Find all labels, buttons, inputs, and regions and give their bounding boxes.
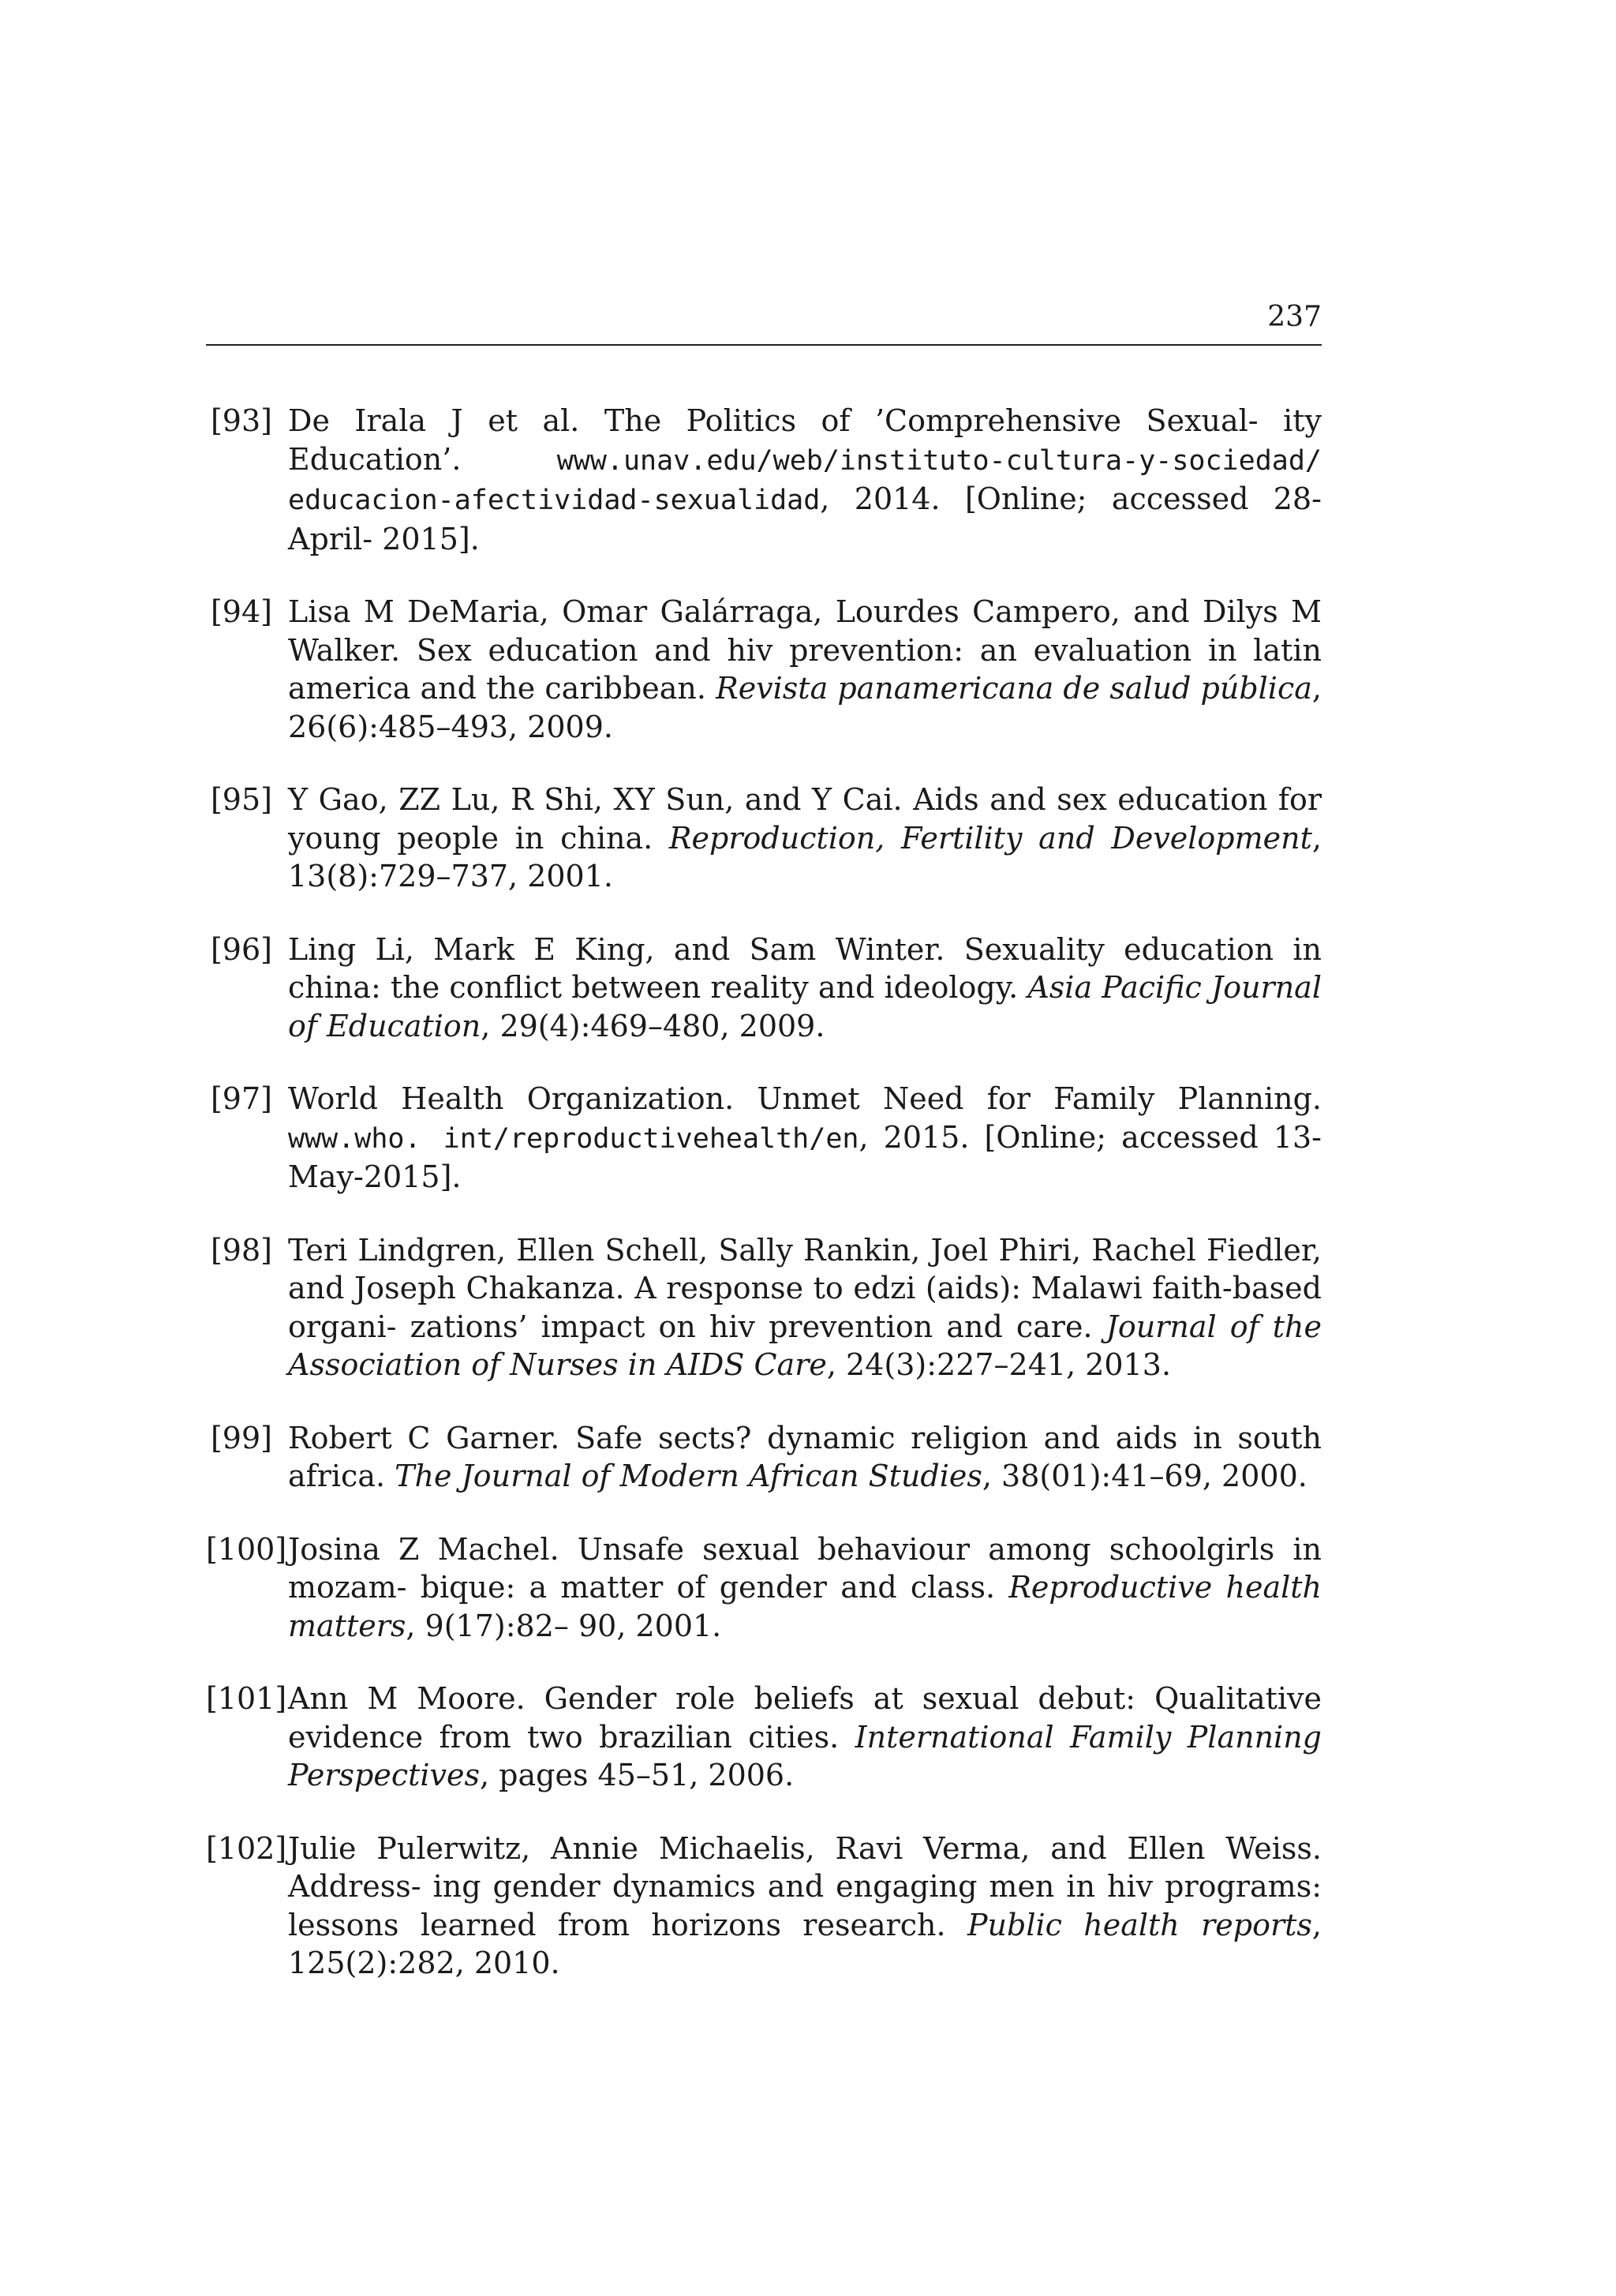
reference-text: Ling Li, Mark E King, and Sam Winter. Sexuality education in china: the conflict between reality and ideology. bbox=[288, 931, 1322, 1005]
reference-list bbox=[206, 402, 1322, 2017]
reference-text: Robert C Garner. Safe sects? dynamic religion and aids in south africa. bbox=[288, 1420, 1322, 1493]
reference-journal: Public health reports bbox=[967, 1907, 1312, 1942]
reference-number: [102] bbox=[206, 1830, 287, 1866]
reference-number: [101] bbox=[206, 1681, 287, 1716]
reference-item bbox=[206, 1080, 1322, 1197]
reference-details: , 26(6):485–493, 2009. bbox=[288, 671, 1322, 744]
reference-number: [100] bbox=[206, 1531, 287, 1567]
reference-journal: Journal of the Association of Nurses in AIDS Care bbox=[288, 1309, 1322, 1382]
reference-number: [94] bbox=[210, 594, 272, 629]
reference-journal: Asia Pacific Journal of Education bbox=[288, 970, 1322, 1043]
reference-details: , 9(17):82– 90, 2001. bbox=[406, 1608, 722, 1643]
reference-number: [98] bbox=[210, 1232, 272, 1268]
reference-number: [93] bbox=[210, 403, 272, 438]
reference-journal: The Journal of Modern African Studies bbox=[395, 1459, 982, 1493]
reference-item bbox=[206, 931, 1322, 1046]
reference-details: , 13(8):729–737, 2001. bbox=[288, 820, 1322, 893]
reference-number: [99] bbox=[210, 1420, 272, 1455]
reference-item bbox=[206, 781, 1322, 896]
reference-text: Ann M Moore. Gender role beliefs at sexual debut: Qualitative evidence from two brazilian cities. bbox=[288, 1681, 1322, 1755]
reference-number: [95] bbox=[210, 782, 272, 817]
reference-journal: Reproductive health matters bbox=[288, 1570, 1322, 1643]
reference-text: Y Gao, ZZ Lu, R Shi, XY Sun, and Y Cai. Aids and sex education for young people in china. bbox=[288, 782, 1322, 856]
reference-item bbox=[206, 1830, 1322, 1983]
reference-item bbox=[206, 1419, 1322, 1496]
reference-text: Teri Lindgren, Ellen Schell, Sally Rankin, Joel Phiri, Rachel Fiedler, and Joseph Chakanza. A response to edzi (aids): Malawi faith-based organi- zations’ impact on hiv prevention and care. bbox=[288, 1232, 1322, 1344]
reference-details: , 29(4):469–480, 2009. bbox=[481, 1008, 825, 1043]
reference-item bbox=[206, 1530, 1322, 1646]
reference-details: , 24(3):227–241, 2013. bbox=[826, 1347, 1172, 1382]
page-header bbox=[206, 298, 1322, 346]
reference-number: [96] bbox=[210, 931, 272, 967]
reference-details: , 125(2):282, 2010. bbox=[288, 1907, 1322, 1980]
reference-url[interactable]: www.who. int/reproductivehealth/en bbox=[288, 1122, 859, 1155]
reference-text: World Health Organization. Unmet Need for Family Planning. bbox=[288, 1081, 1322, 1116]
reference-text: Josina Z Machel. Unsafe sexual behaviour among schoolgirls in mozam- bique: a matter of gender and class. bbox=[288, 1531, 1322, 1605]
page-number: 237 bbox=[1267, 301, 1322, 333]
reference-url[interactable]: www.unav.edu/web/instituto-cultura-y-sociedad/ educacion-afectividad-sexualidad bbox=[288, 444, 1322, 516]
reference-journal: Reproduction, Fertility and Development bbox=[668, 820, 1312, 856]
reference-details: , 2015. [Online; accessed 13-May-2015]. bbox=[288, 1119, 1322, 1194]
reference-journal: International Family Planning Perspectives bbox=[288, 1719, 1322, 1792]
reference-item bbox=[206, 593, 1322, 746]
reference-details: , pages 45–51, 2006. bbox=[480, 1758, 795, 1792]
reference-text: Julie Pulerwitz, Annie Michaelis, Ravi Verma, and Ellen Weiss. Address- ing gender dynamics and engaging men in hiv programs: lessons learned from horizons research. bbox=[288, 1830, 1322, 1942]
reference-number: [97] bbox=[210, 1081, 272, 1116]
reference-item bbox=[206, 1680, 1322, 1795]
reference-item bbox=[206, 402, 1322, 558]
reference-details: , 38(01):41–69, 2000. bbox=[982, 1459, 1307, 1493]
reference-journal: Revista panamericana de salud pública bbox=[716, 671, 1312, 706]
reference-item bbox=[206, 1231, 1322, 1384]
reference-details: , 2014. [Online; accessed 28-April- 2015]. bbox=[288, 481, 1322, 556]
reference-text: Lisa M DeMaria, Omar Galárraga, Lourdes Campero, and Dilys M Walker. Sex education and hiv prevention: an evaluation in latin america and the caribbean. bbox=[288, 594, 1322, 706]
reference-text: De Irala J et al. The Politics of ’Comprehensive Sexual- ity Education’. bbox=[288, 403, 1322, 477]
